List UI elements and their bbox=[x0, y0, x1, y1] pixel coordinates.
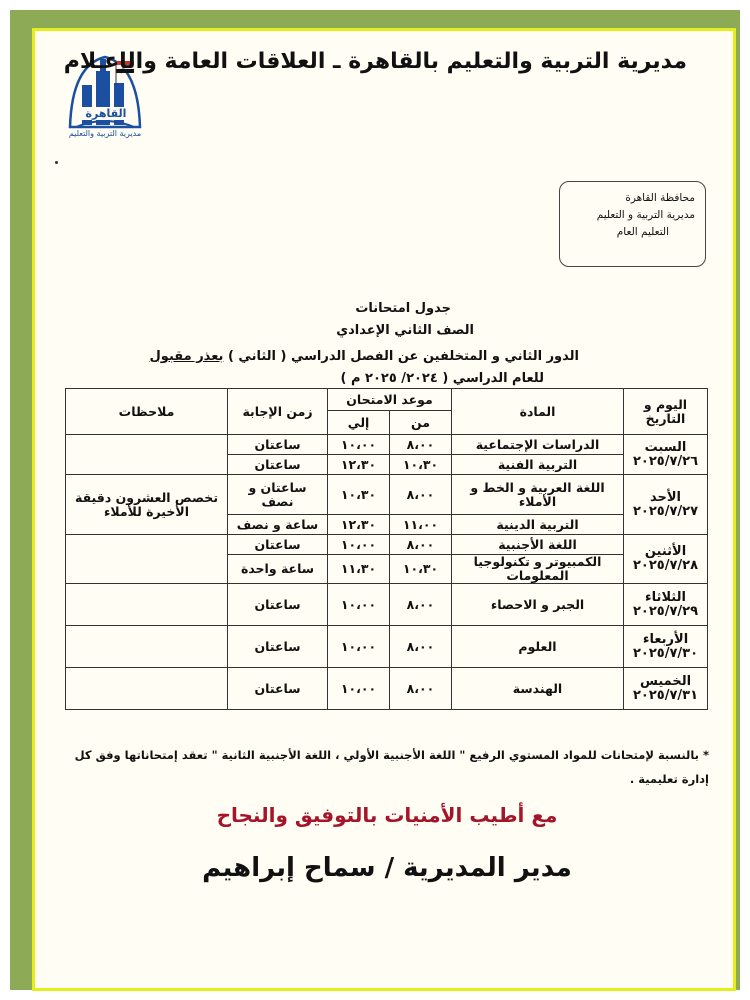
duration-cell: ساعتان bbox=[228, 455, 328, 475]
header-exam-time: موعد الامتحان bbox=[328, 389, 452, 411]
subject-cell: الهندسة bbox=[452, 668, 624, 710]
exam-schedule-table bbox=[65, 388, 708, 710]
day-date-cell bbox=[624, 535, 708, 584]
header-title: مديرية التربية والتعليم بالقاهرة ـ العلاقات العامة والإعـلام bbox=[63, 49, 687, 74]
exam-date: ٢٠٢٥/٧/٢٨ bbox=[632, 558, 699, 573]
start-time-cell: ٨،٠٠ bbox=[390, 435, 452, 455]
schedule-body bbox=[66, 435, 708, 710]
exam-date: ٢٠٢٥/٧/٢٩ bbox=[632, 603, 699, 619]
notes-cell bbox=[66, 668, 228, 710]
logo-caption: مديرية التربية والتعليم bbox=[68, 129, 142, 138]
table-row bbox=[66, 475, 708, 515]
duration-cell: ساعتان bbox=[228, 626, 328, 668]
end-time-cell: ١٠،٣٠ bbox=[328, 475, 390, 515]
day-name: السبت bbox=[644, 439, 687, 455]
duration-cell: ساعتان و نصف bbox=[228, 475, 328, 515]
subject-cell: التربية الفنية bbox=[452, 455, 624, 475]
grade-title: الصف الثاني الإعدادي bbox=[336, 323, 474, 338]
document-sheet bbox=[32, 28, 736, 991]
start-time-cell: ١١،٠٠ bbox=[390, 515, 452, 535]
subject-cell: اللغة الأجنبية bbox=[452, 535, 624, 555]
header-day-date: اليوم و التاريخ bbox=[624, 389, 708, 435]
subject-cell: الدراسات الإجتماعية bbox=[452, 435, 624, 455]
subject-cell: الكمبيوتر و تكنولوجيا المعلومات bbox=[452, 555, 624, 584]
duration-cell: ساعتان bbox=[228, 668, 328, 710]
stamp-line-directorate: مديرية التربية و التعليم bbox=[596, 209, 695, 221]
subject-cell: العلوم bbox=[452, 626, 624, 668]
start-time-cell: ٨،٠٠ bbox=[390, 475, 452, 515]
table-row bbox=[66, 668, 708, 710]
header-from: من bbox=[390, 411, 452, 435]
day-date-cell bbox=[624, 584, 708, 626]
director-signature: مدير المديرية / سماح إبراهيم bbox=[202, 853, 572, 883]
round-title-excuse: بعذر مقبول bbox=[149, 349, 224, 364]
footnote: * بالنسبة لإمتحانات للمواد المستوي الرفيع " اللغة الأجنبية الأولي ، اللغة الأجنبية الثانية " تعقد إمتحاناتها وفق كل إدارة تعليمية . bbox=[74, 748, 709, 786]
day-date-cell bbox=[624, 475, 708, 535]
notes-cell: تخصص العشرون دقيقة الأخيرة للأملاء bbox=[66, 475, 228, 535]
round-title-prefix: الدور الثاني و المتخلفين عن الفصل الدراسي ( الثاني ) bbox=[227, 349, 579, 364]
stamp-line-general-education: التعليم العام bbox=[616, 226, 669, 238]
end-time-cell: ١٠،٠٠ bbox=[328, 668, 390, 710]
duration-cell: ساعتان bbox=[228, 435, 328, 455]
start-time-cell: ٨،٠٠ bbox=[390, 584, 452, 626]
header-duration: زمن الإجابة bbox=[228, 389, 328, 435]
day-date-cell bbox=[624, 435, 708, 475]
end-time-cell: ١١،٣٠ bbox=[328, 555, 390, 584]
notes-cell bbox=[66, 626, 228, 668]
duration-cell: ساعة واحدة bbox=[228, 555, 328, 584]
start-time-cell: ١٠،٣٠ bbox=[390, 455, 452, 475]
exam-date: ٢٠٢٥/٧/٢٧ bbox=[632, 503, 699, 519]
header-subject: المادة bbox=[452, 389, 624, 435]
subject-cell: اللغة العربية و الخط و الأملاء bbox=[452, 475, 624, 515]
header-to: إلي bbox=[328, 411, 390, 435]
table-row bbox=[66, 435, 708, 455]
day-date-cell bbox=[624, 668, 708, 710]
day-name: الأربعاء bbox=[642, 631, 689, 647]
exam-date: ٢٠٢٥/٧/٢٦ bbox=[632, 453, 699, 469]
end-time-cell: ١٢،٣٠ bbox=[328, 515, 390, 535]
exam-date: ٢٠٢٥/٧/٣١ bbox=[632, 687, 699, 703]
directorate-stamp bbox=[559, 181, 706, 267]
end-time-cell: ١٢،٣٠ bbox=[328, 455, 390, 475]
subject-cell: التربية الدينية bbox=[452, 515, 624, 535]
subject-cell: الجبر و الاحصاء bbox=[452, 584, 624, 626]
start-time-cell: ٨،٠٠ bbox=[390, 535, 452, 555]
table-row bbox=[66, 535, 708, 555]
day-name: الأحد bbox=[649, 489, 681, 505]
day-name: الثلاثاء bbox=[645, 589, 686, 605]
end-time-cell: ١٠،٠٠ bbox=[328, 435, 390, 455]
duration-cell: ساعتان bbox=[228, 535, 328, 555]
notes-cell bbox=[66, 535, 228, 584]
notes-cell bbox=[66, 584, 228, 626]
stray-dot bbox=[55, 161, 58, 164]
duration-cell: ساعتان bbox=[228, 584, 328, 626]
table-row bbox=[66, 584, 708, 626]
logo-text: القاهرة bbox=[78, 107, 134, 120]
schedule-title: جدول امتحانات bbox=[355, 301, 451, 316]
end-time-cell: ١٠،٠٠ bbox=[328, 584, 390, 626]
header bbox=[35, 31, 739, 151]
exam-date: ٢٠٢٥/٧/٣٠ bbox=[632, 645, 699, 661]
page-frame bbox=[10, 10, 740, 990]
start-time-cell: ١٠،٣٠ bbox=[390, 555, 452, 584]
academic-year-title: للعام الدراسي ( ٢٠٢٤/ ٢٠٢٥ م ) bbox=[340, 371, 544, 386]
best-wishes: مع أطيب الأمنيات بالتوفيق والنجاح bbox=[216, 803, 558, 827]
end-time-cell: ١٠،٠٠ bbox=[328, 626, 390, 668]
day-name: الخميس bbox=[639, 673, 692, 689]
stamp-line-governorate: محافظة القاهرة bbox=[625, 192, 695, 204]
header-notes: ملاحظات bbox=[66, 389, 228, 435]
day-date-cell bbox=[624, 626, 708, 668]
round-title bbox=[150, 349, 579, 364]
start-time-cell: ٨،٠٠ bbox=[390, 668, 452, 710]
table-row bbox=[66, 626, 708, 668]
end-time-cell: ١٠،٠٠ bbox=[328, 535, 390, 555]
notes-cell bbox=[66, 435, 228, 475]
start-time-cell: ٨،٠٠ bbox=[390, 626, 452, 668]
day-name: الأثنين bbox=[644, 544, 687, 559]
duration-cell: ساعة و نصف bbox=[228, 515, 328, 535]
